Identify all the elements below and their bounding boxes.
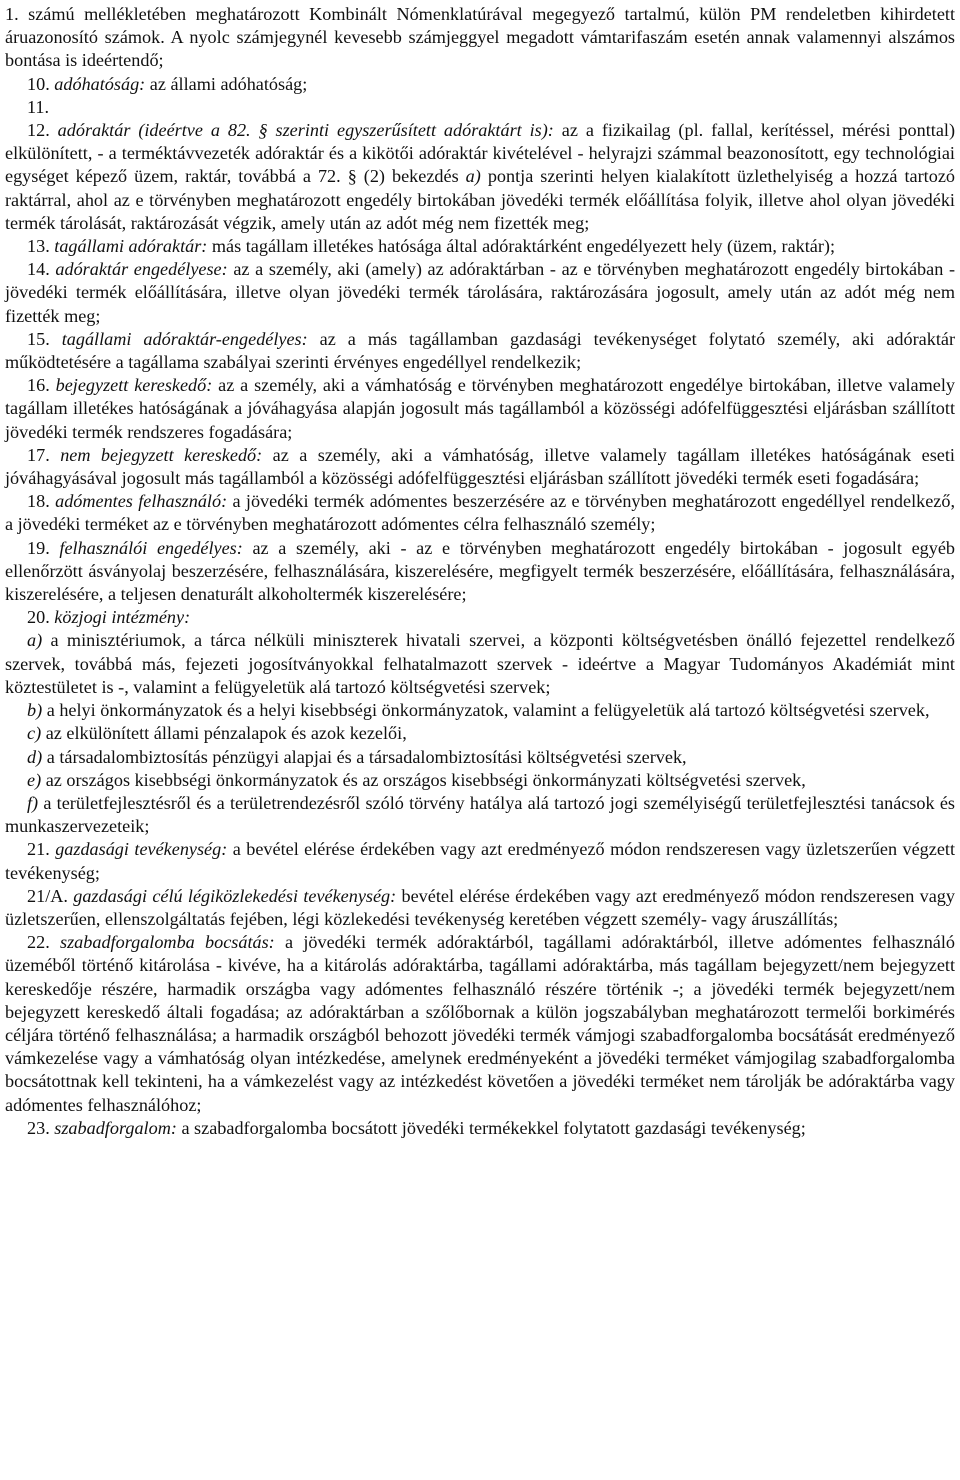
paragraph-20 (5, 606, 955, 629)
paragraph-19 (5, 537, 955, 607)
paragraph-text: az a személy, aki (amely) az adóraktárban - az e törvényben meghatározott engedély birtokában - jövedéki termék előállítására, illetve olyan jövedéki termék tárolására, raktározására jogosult, amely után az adót még nem fizették meg; (5, 259, 956, 326)
paragraph-20b (5, 699, 955, 722)
defined-term: adómentes felhasználó: (55, 491, 228, 512)
defined-term: adóhatóság: (54, 73, 146, 94)
paragraph-18 (5, 490, 955, 536)
paragraph-text: az a más tagállamban gazdasági tevékenységet folytató személy, aki adóraktár működtetésére a tagállama szabályai szerinti érvényes engedéllyel rendelkezik; (5, 328, 955, 373)
paragraph-text: 22. (27, 932, 61, 953)
paragraph-16 (5, 374, 955, 444)
paragraph-text: 19. (27, 537, 60, 558)
paragraph-text: 1. számú mellékletében meghatározott Kombinált Nómenklatúrával megegyező tartalmú, külön PM rendeletben kihirdetett áruazonosító számok. A nyolc számjegynél kevesebb számjeggyel megadott vámtarifaszám esetén annak valamennyi alszámos bontása is ideértendő; (5, 4, 955, 71)
paragraph-text: 20. (27, 607, 55, 628)
paragraph-text: 11. (27, 96, 50, 117)
defined-term: a) (465, 166, 481, 187)
paragraph-text: 17. (27, 444, 61, 465)
paragraph-text: az országos kisebbségi önkormányzatok és az országos kisebbségi önkormányzati költségvetési szervek, (41, 769, 806, 790)
defined-term: f) (27, 792, 39, 813)
defined-term: c) (27, 723, 42, 744)
defined-term: nem bejegyzett kereskedő: (60, 444, 263, 465)
paragraph-text: 12. (27, 120, 58, 141)
paragraph-text: az a személy, aki - az e törvényben meghatározott engedély birtokában - jogosult egyéb ellenőrzött ásványolaj beszerzésére, felhasználására, kiszerelésére, megfigyelt termék beszerzésére, előállítására, felhasználására, kiszerelésére, a teljesen denaturált alkoholtermék kiszerelésére; (5, 537, 955, 605)
paragraph-text: bevétel elérése érdekében vagy azt eredményező módon rendszeresen vagy üzletszerűen, ellenszolgáltatás fejében, légi közlekedési tevékenység keretében végzett személy- vagy áruszállítás; (5, 885, 955, 929)
paragraph-text: a társadalombiztosítás pénzügyi alapjai és a társadalombiztosítási költségvetési szervek, (42, 746, 687, 767)
paragraph-text: 15. (27, 328, 62, 349)
paragraph-text: a területfejlesztésről és a területrendezésről szóló törvény hatálya alá tartozó jogi személyiségű területfejlesztési tanácsok és munkaszervezeteik; (5, 792, 955, 837)
paragraph-text: 21. (27, 839, 56, 860)
paragraph-text: az állami adóhatóság; (145, 73, 308, 94)
paragraph-20a (5, 629, 955, 699)
paragraph-17 (5, 444, 955, 490)
defined-term: szabadforgalom: (54, 1117, 177, 1138)
paragraph-intro (5, 3, 955, 73)
defined-term: adóraktár (ideértve a 82. § szerinti egyszerűsített adóraktárt is): (57, 120, 554, 141)
paragraph-23 (5, 1117, 955, 1140)
paragraph-20f (5, 792, 955, 838)
paragraph-text: 13. (27, 236, 55, 257)
paragraph-text: 23. (27, 1117, 55, 1138)
paragraph-text: az a személy, aki a vámhatóság, illetve valamely tagállam illetékes hatóságának eseti jóváhagyásával jogosult más tagállamból a közösségi adófelfüggesztési eljárásban szállított jövedéki termék eseti fogadására; (5, 444, 955, 489)
defined-term: tagállami adóraktár: (54, 236, 208, 257)
defined-term: adóraktár engedélyese: (55, 259, 228, 280)
paragraph-text: az elkülönített állami pénzalapok és azok kezelői, (41, 723, 407, 744)
paragraph-text: az a fizikailag (pl. fallal, kerítéssel, mérési ponttal) elkülönített, - a terméktávvezeték adóraktár és a kikötői adóraktár kivételével - helyrajzi számmal beazonosított, egy technológiai egységet képező üzem, raktár, továbbá a 72. § (2) bekezdés (5, 120, 956, 187)
paragraph-text: 10. (27, 73, 55, 94)
paragraph-text: 18. (27, 491, 56, 512)
defined-term: e) (27, 769, 42, 790)
defined-term: tagállami adóraktár-engedélyes: (61, 328, 308, 349)
paragraph-text: az a személy, aki a vámhatóság e törvényben meghatározott engedélye birtokában, illetve valamely tagállam illetékes hatóságának a jóváhagyása alapján jogosult más tagállamból a közösségi adófelfüggesztési eljárásban szállított jövedéki termék rendszeres fogadására; (5, 375, 955, 442)
paragraph-text: a jövedéki termék adómentes beszerzésére az e törvényben meghatározott engedéllyel rendelkező, a jövedéki terméket az e törvényben meghatározott adómentes célra felhasználó személy; (5, 491, 955, 535)
defined-term: gazdasági tevékenység: (55, 839, 228, 860)
paragraph-text: 16. (27, 375, 56, 396)
paragraph-text: más tagállam illetékes hatósága által adóraktárként engedélyezett hely (üzem, raktár); (207, 236, 836, 257)
paragraph-text: 21/A. (27, 885, 74, 906)
paragraph-22 (5, 931, 955, 1117)
paragraph-text: 14. (27, 259, 56, 280)
paragraph-text: pontja szerinti helyen kialakított üzlethelyiség a hozzá tartozó raktárral, ahol az e törvényben meghatározott engedély birtokában jövedéki termék előállítása folyik, illetve ahol olyan jövedéki termék tárolását, raktározását végzik, amely után az adót még nem fizették meg; (5, 166, 955, 233)
paragraph-13 (5, 235, 955, 258)
paragraph-20d (5, 746, 955, 769)
paragraph-21 (5, 838, 955, 884)
paragraph-text: a helyi önkormányzatok és a helyi kisebbségi önkormányzatok, valamint a felügyeletük alá tartozó költségvetési szervek, (42, 700, 930, 721)
paragraph-text: a jövedéki termék adóraktárból, tagállami adóraktárból, illetve adómentes felhasználó üzeméből történő kitárolása - kivéve, ha a kitárolás adóraktárba, tagállami adóraktárba, más tagállam bejegyzett/nem bejegyzett kereskedője részére, harmadik országba vagy adómentes felhasználó részére történik -; a jövedéki termék bejegyzett/nem bejegyzett kereskedő általi fogadása; az adóraktárban a szőlőbornak a külön jogszabályban meghatározott termelői borkimérés céljára történő felhasználása; a harmadik országból behozott jövedéki termék vámjogi szabadforgalomba bocsátását eredményező vámkezelése vagy a vámhatóság olyan intézkedése, amelynek eredményeként a jövedéki terméket vámjogilag szabadforgalomba bocsátottnak kell tekinteni, ha a vámkezelést vagy az intézkedést követően a jövedéki terméket nem tárolják be adóraktárba vagy adómentes felhasználóhoz; (5, 932, 956, 1115)
paragraph-text: a minisztériumok, a tárca nélküli miniszterek hivatali szervei, a központi költségvetésben önálló fejezettel rendelkező szervek, továbbá más, fejezeti jogosítványokkal felhatalmazott szervek - ideértve a Magyar Tudományos Akadémiát mint köztestületet is -, valamint a felügyeletük alá tartozó költségvetési szervek; (5, 630, 955, 697)
defined-term: szabadforgalomba bocsátás: (60, 932, 275, 953)
defined-term: gazdasági célú légiközlekedési tevékenység: (73, 885, 397, 906)
paragraph-text: a bevétel elérése érdekében vagy azt eredményező módon rendszeresen vagy üzletszerűen végzett tevékenység; (5, 839, 956, 883)
defined-term: a) (27, 630, 43, 651)
paragraph-21a (5, 885, 955, 931)
paragraph-20c (5, 722, 955, 745)
defined-term: bejegyzett kereskedő: (55, 375, 213, 396)
paragraph-10 (5, 73, 955, 96)
paragraph-15 (5, 328, 955, 374)
paragraph-11 (5, 96, 955, 119)
defined-term: felhasználói engedélyes: (59, 537, 243, 558)
defined-term: d) (27, 746, 43, 767)
paragraph-text: a szabadforgalomba bocsátott jövedéki termékekkel folytatott gazdasági tevékenység; (176, 1117, 806, 1138)
paragraph-14 (5, 258, 955, 328)
defined-term: b) (27, 700, 43, 721)
paragraph-12 (5, 119, 955, 235)
defined-term: közjogi intézmény: (54, 607, 191, 628)
paragraph-20e (5, 769, 955, 792)
